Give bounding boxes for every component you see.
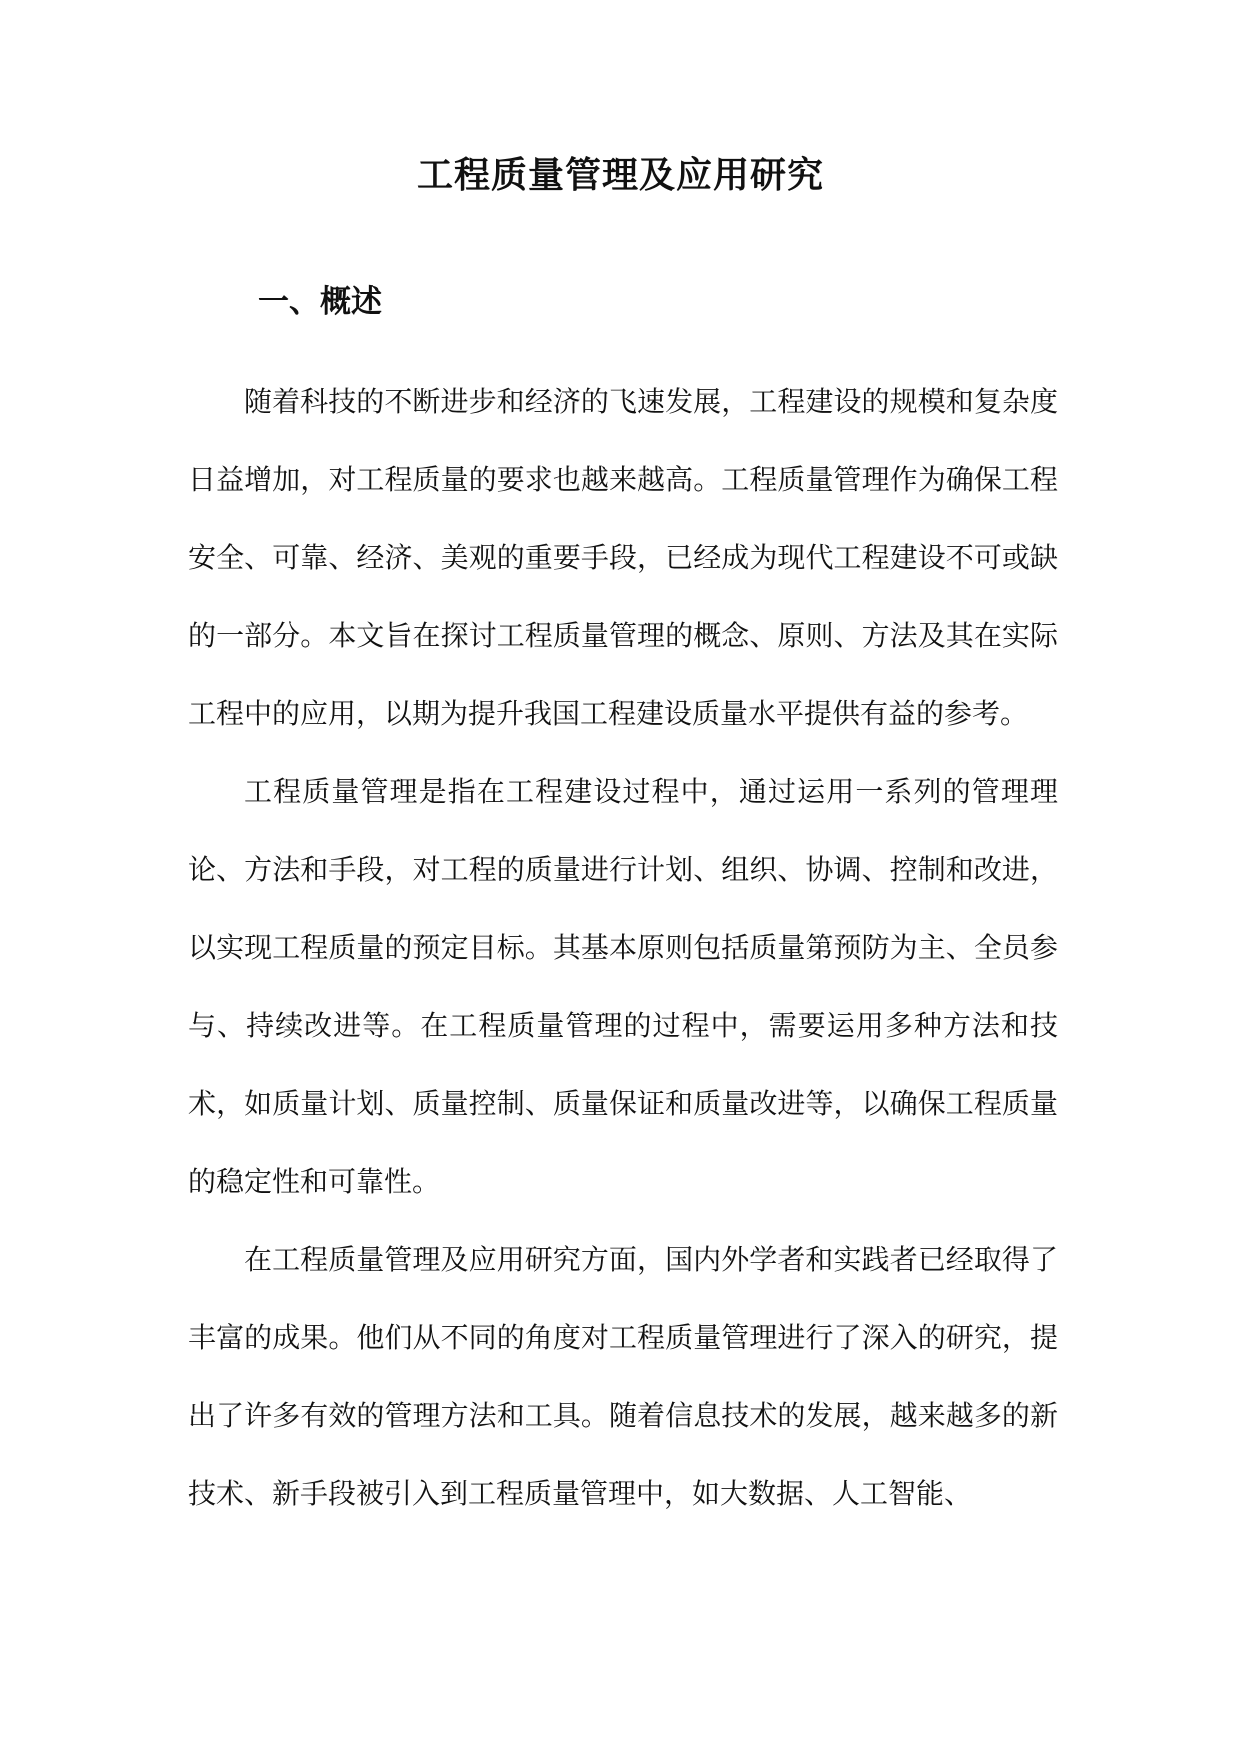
- document-title: 工程质量管理及应用研究: [416, 154, 824, 196]
- body-text: [188, 363, 1058, 1533]
- paragraph-2: 工程质量管理是指在工程建设过程中，通过运用一系列的管理理论、方法和手段，对工程的质量进行计划、组织、协调、控制和改进，以实现工程质量的预定目标。其基本原则包括质量第预防为主、全员参与、持续改进等。在工程质量管理的过程中，需要运用多种方法和技术，如质量计划、质量控制、质量保证和质量改进等，以确保工程质量的稳定性和可靠性。: [188, 775, 1058, 1198]
- paragraph-3: 在工程质量管理及应用研究方面，国内外学者和实践者已经取得了丰富的成果。他们从不同的角度对工程质量管理进行了深入的研究，提出了许多有效的管理方法和工具。随着信息技术的发展，越来越多的新技术、新手段被引入到工程质量管理中，如大数据、人工智能、: [188, 1243, 1058, 1510]
- section-heading: 一、概述: [258, 284, 382, 320]
- paragraph-1: 随着科技的不断进步和经济的飞速发展，工程建设的规模和复杂度日益增加，对工程质量的要求也越来越高。工程质量管理作为确保工程安全、可靠、经济、美观的重要手段，已经成为现代工程建设不可或缺的一部分。本文旨在探讨工程质量管理的概念、原则、方法及其在实际工程中的应用，以期为提升我国工程建设质量水平提供有益的参考。: [188, 385, 1058, 730]
